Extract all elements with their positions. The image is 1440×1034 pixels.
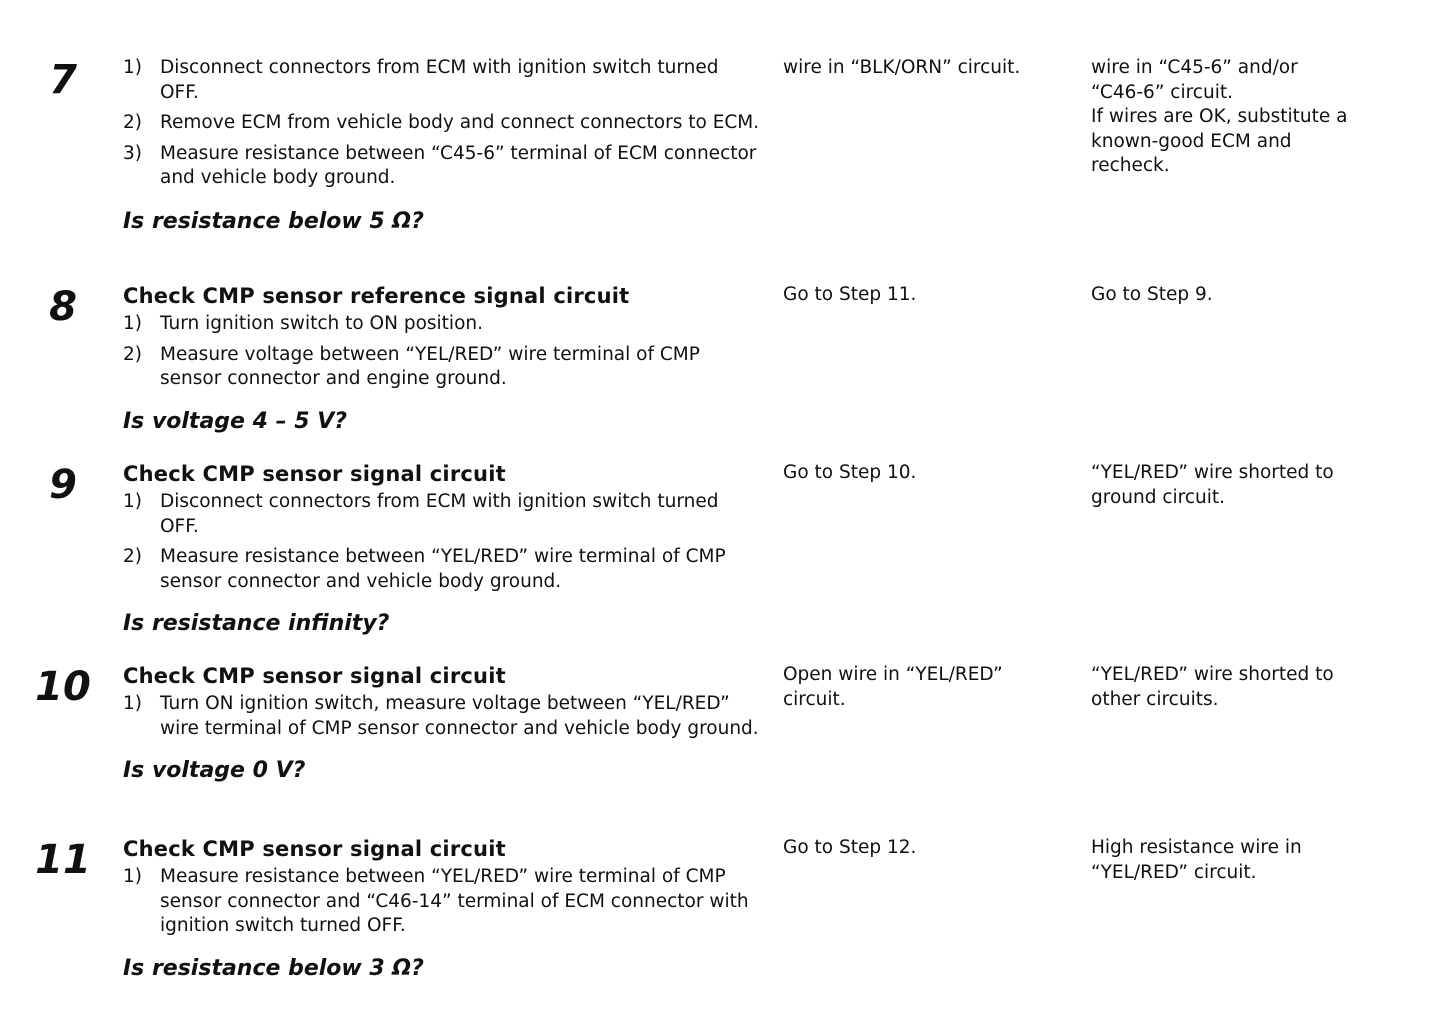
substep: [123, 545, 763, 594]
step-number: 9: [49, 462, 77, 508]
substep: [123, 111, 763, 136]
no-result: “YEL/RED” wire shorted to ground circuit.: [1091, 462, 1334, 508]
step-number: 10: [35, 664, 91, 710]
substep: [123, 142, 763, 191]
step-heading: Check CMP sensor reference signal circuit: [123, 284, 630, 308]
substep-text: Measure resistance between “YEL/RED” wire terminal of CMP sensor connector and “C46-14” terminal of ECM connector with ignition switch turned OFF.: [160, 866, 749, 936]
substep-number: 2): [123, 112, 142, 133]
substep-text: Turn ignition switch to ON position.: [160, 313, 484, 334]
no-result: wire in “C45-6” and/or “C46-6” circuit. If wires are OK, substitute a known-good ECM and recheck.: [1091, 57, 1348, 176]
step-question: Is resistance below 5 Ω?: [123, 208, 424, 234]
step-heading: Check CMP sensor signal circuit: [123, 837, 506, 861]
yes-result: Go to Step 11.: [783, 284, 917, 305]
substep: [123, 312, 763, 337]
substep-text: Measure voltage between “YEL/RED” wire terminal of CMP sensor connector and engine ground.: [160, 343, 700, 389]
step-action: [123, 56, 763, 236]
step-question: Is voltage 0 V?: [123, 758, 306, 783]
step-question: Is voltage 4 – 5 V?: [123, 408, 348, 434]
no-result: Go to Step 9.: [1091, 284, 1213, 305]
yes-result: Go to Step 12.: [783, 837, 917, 858]
substep-number: 3): [123, 142, 142, 164]
substep-number: 2): [123, 343, 142, 365]
substep: [123, 692, 763, 741]
step-heading: Check CMP sensor signal circuit: [123, 462, 506, 486]
no-result: High resistance wire in “YEL/RED” circuit.: [1091, 837, 1302, 883]
step-action: [123, 281, 763, 436]
no-result: “YEL/RED” wire shorted to other circuits.: [1091, 664, 1334, 710]
substep: [123, 490, 763, 539]
substep-number: 1): [123, 57, 142, 78]
substep-text: Disconnect connectors from ECM with ignition switch turned OFF.: [160, 491, 719, 537]
substep-text: Measure resistance between “YEL/RED” wire terminal of CMP sensor connector and vehicle body ground.: [160, 546, 726, 592]
substep: [123, 56, 763, 105]
substep-text: Disconnect connectors from ECM with ignition switch turned OFF.: [160, 57, 719, 103]
substep-number: 1): [123, 313, 142, 334]
step-question: Is resistance infinity?: [123, 611, 390, 636]
step-number: 7: [49, 57, 77, 103]
yes-result: Go to Step 10.: [783, 462, 917, 483]
substep-number: 1): [123, 693, 142, 714]
substep-text: Remove ECM from vehicle body and connect connectors to ECM.: [160, 112, 760, 133]
step-number: 11: [35, 837, 91, 883]
substep-number: 1): [123, 491, 142, 512]
step-action: [123, 459, 763, 638]
yes-result: wire in “BLK/ORN” circuit.: [783, 57, 1021, 78]
substep-number: 2): [123, 546, 142, 567]
step-action: [123, 834, 763, 983]
substep: [123, 865, 763, 939]
substep-number: 1): [123, 866, 142, 887]
step-heading: Check CMP sensor signal circuit: [123, 664, 506, 688]
substep: [123, 343, 763, 392]
step-number: 8: [49, 284, 77, 330]
yes-result: Open wire in “YEL/RED” circuit.: [783, 664, 1003, 710]
step-action: [123, 661, 763, 785]
substep-text: Measure resistance between “C45-6” terminal of ECM connector and vehicle body ground.: [160, 142, 757, 188]
substep-text: Turn ON ignition switch, measure voltage between “YEL/RED” wire terminal of CMP sensor connector and vehicle body ground.: [160, 693, 759, 739]
step-question: Is resistance below 3 Ω?: [123, 955, 424, 981]
